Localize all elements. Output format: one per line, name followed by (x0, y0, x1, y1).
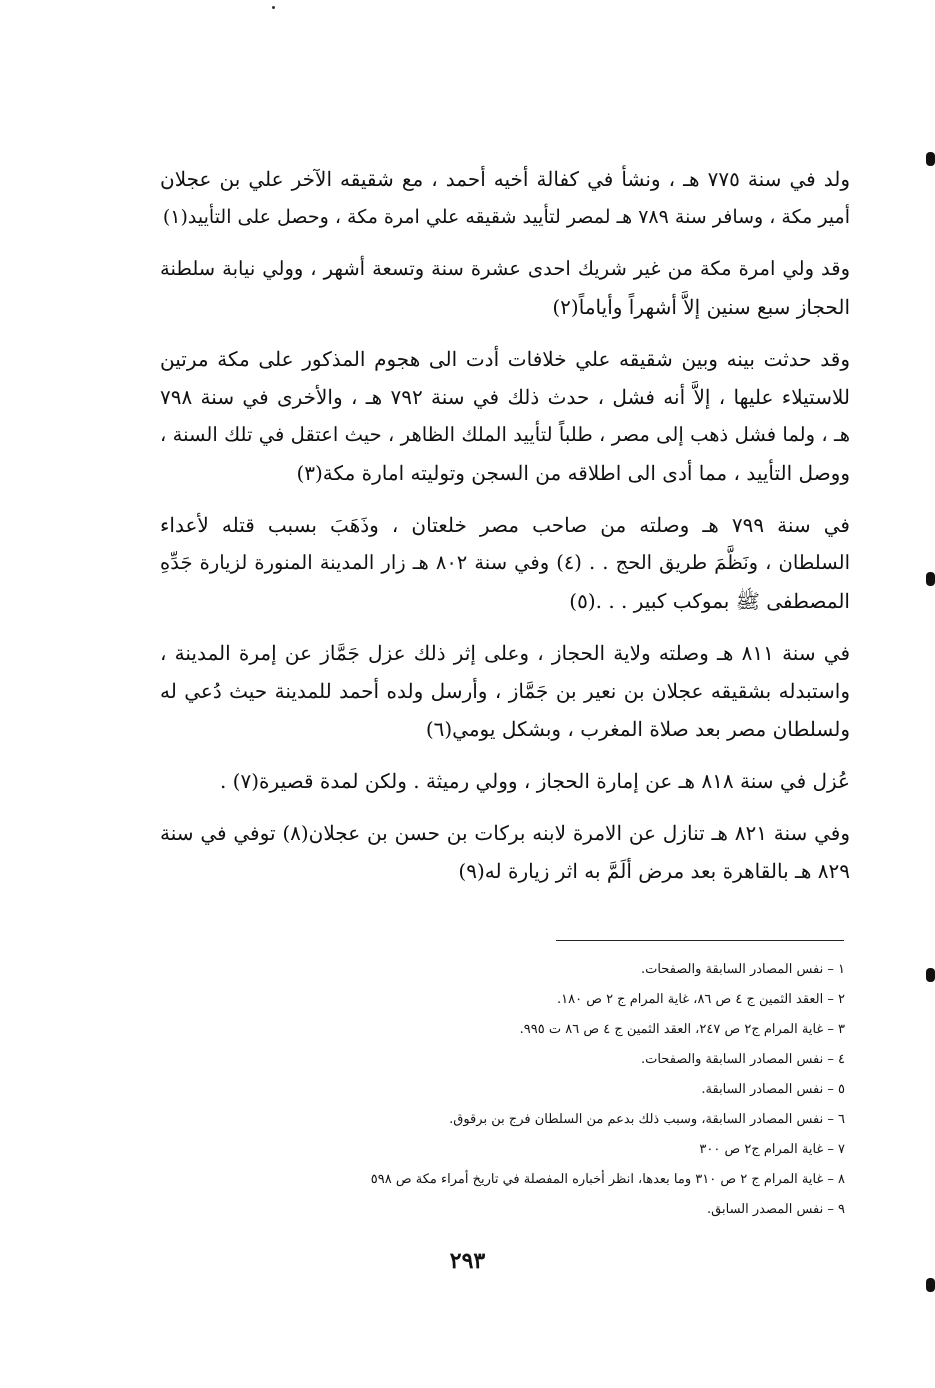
text-line: للاستيلاء عليها ، إلاَّ أنه فشل ، حدث ذلك في سنة ٧٩٢ هـ ، والأخرى في سنة ٧٩٨ (160, 385, 850, 409)
text-line: السلطان ، ونَظَّمَ طريق الحج . . (٤) وفي سنة ٨٠٢ هـ زار المدينة المنورة لزيارة جَدِّهِ (160, 551, 850, 574)
text-line: ولد في سنة ٧٧٥ هـ ، ونشأ في كفالة أخيه أحمد ، مع شقيقه الآخر علي بن عجلان (160, 167, 850, 191)
text-line: وقد ولي امرة مكة من غير شريك احدى عشرة سنة وتسعة أشهر ، وولي نيابة سلطنة (160, 257, 850, 280)
text-line: وقد حدثت بينه وبين شقيقه علي خلافات أدت الى هجوم المذكور على مكة مرتين (160, 347, 850, 371)
paragraph (160, 634, 850, 748)
text-line: في سنة ٧٩٩ هـ وصلته من صاحب مصر خلعتان ، وذَهَبَ بسبب قتله لأعداء (160, 513, 850, 537)
text-line: الحجاز سبع سنين إلاَّ أشهراً وأياماً(٢) (552, 295, 850, 319)
text-line: أمير مكة ، وسافر سنة ٧٨٩ هـ لمصر لتأييد شقيقه علي امرة مكة ، وحصل على التأييد(١) (162, 206, 850, 228)
binding-hole-mark (926, 572, 935, 586)
paragraph (160, 160, 850, 236)
footnote: ٥ – نفس المصادر السابقة. (701, 1082, 845, 1097)
binding-hole-mark (926, 1278, 935, 1292)
footnotes (300, 955, 845, 1225)
paragraph (160, 762, 850, 800)
text-line: في سنة ٨١١ هـ وصلته ولاية الحجاز ، وعلى إثر ذلك عزل جَمَّاز عن إمرة المدينة ، (160, 641, 851, 665)
text-line: هـ ، ولما فشل ذهب إلى مصر ، طلباً لتأييد الملك الظاهر ، حيث اعتقل في تلك السنة ، (160, 423, 850, 446)
text-line: ٨٢٩ هـ بالقاهرة بعد مرض ألَمَّ به اثر زيارة له(٩) (458, 859, 850, 883)
page-number: ٢٩٣ (449, 1248, 486, 1274)
footnote: ٨ – غاية المرام ج ٢ ص ٣١٠ وما بعدها، انظر أخباره المفصلة في تاريخ أمراء مكة ص ٥٩٨ (370, 1172, 845, 1187)
text-line: عُزل في سنة ٨١٨ هـ عن إمارة الحجاز ، وولي رميثة . ولكن لمدة قصيرة(٧) . (219, 769, 850, 793)
text-line: ولسلطان مصر بعد صلاة المغرب ، وبشكل يومي(٦) (425, 717, 850, 741)
footnote: ٣ – غاية المرام ج٢ ص ٢٤٧، العقد الثمين ج ٤ ص ٨٦ ت ٩٩٥. (519, 1022, 845, 1037)
footnote: ٧ – غاية المرام ج٢ ص ٣٠٠ (699, 1142, 845, 1157)
scan-mark (272, 6, 275, 9)
text-line: المصطفى ﷺ بموكب كبير . . .(٥) (569, 589, 850, 613)
text-line: واستبدله بشقيقه عجلان بن نعير بن جَمَّاز ، وأرسل ولده أحمد للمدينة حيث دُعي له (160, 679, 850, 703)
main-text (160, 160, 850, 904)
footnote: ٢ – العقد الثمين ج ٤ ص ٨٦، غاية المرام ج ٢ ص ١٨٠. (556, 992, 845, 1007)
footnote: ١ – نفس المصادر السابقة والصفحات. (640, 962, 845, 977)
footnote-separator (556, 940, 844, 941)
paragraph (160, 506, 850, 620)
paragraph (160, 340, 850, 492)
text-line: ووصل التأييد ، مما أدى الى اطلاقه من السجن وتوليته امارة مكة(٣) (296, 461, 850, 485)
footnote: ٦ – نفس المصادر السابقة، وسبب ذلك بدعم من السلطان فرج بن برقوق. (449, 1112, 845, 1127)
paragraph (160, 814, 850, 890)
paragraph (160, 250, 850, 326)
footnote: ٤ – نفس المصادر السابقة والصفحات. (640, 1052, 845, 1067)
binding-hole-mark (926, 968, 935, 982)
footnote: ٩ – نفس المصدر السابق. (707, 1202, 845, 1217)
text-line: وفي سنة ٨٢١ هـ تنازل عن الامرة لابنه بركات بن حسن بن عجلان(٨) توفي في سنة (160, 821, 850, 845)
binding-hole-mark (926, 152, 935, 166)
